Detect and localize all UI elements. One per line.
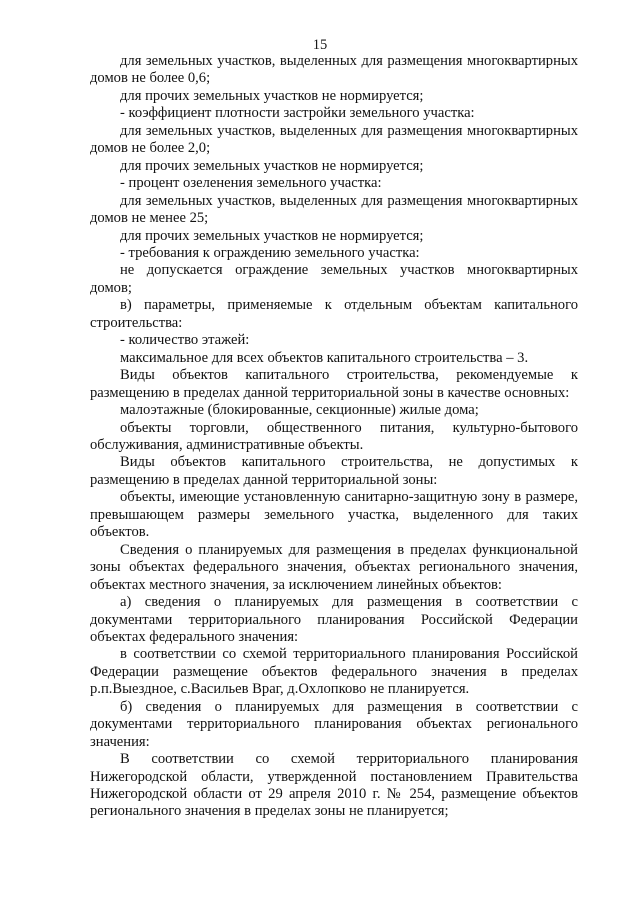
paragraph: - количество этажей: xyxy=(120,332,250,349)
paragraph: Виды объектов капитального строительства, не допустимых к размещению в пределах данной территориальной зоны: xyxy=(90,454,578,488)
paragraph: для прочих земельных участков не нормируется; xyxy=(120,87,424,104)
paragraph: - процент озеленения земельного участка: xyxy=(120,175,382,192)
paragraph: малоэтажные (блокированные, секционные) жилые дома; xyxy=(120,402,479,419)
paragraph: для земельных участков, выделенных для размещения многоквартирных домов не менее 25; xyxy=(90,192,578,227)
paragraph: в соответствии со схемой территориального планирования Российской Федерации размещение объектов федерального значения в пределах р.п.Выездное, с.Васильев Враг, д.Охлопково не планируется. xyxy=(90,646,578,698)
paragraph: для прочих земельных участков не нормируется; xyxy=(120,227,424,244)
paragraph: а) сведения о планируемых для размещения в соответствии с документами территориального планирования Российской Федерации объектах федерального значения: xyxy=(90,594,578,645)
paragraph: для земельных участков, выделенных для размещения многоквартирных домов не более 0,6; xyxy=(90,53,578,87)
paragraph: не допускается ограждение земельных участков многоквартирных домов; xyxy=(90,262,578,296)
paragraph: - коэффициент плотности застройки земельного участка: xyxy=(120,105,475,122)
paragraph: максимальное для всех объектов капитального строительства – 3. xyxy=(120,349,529,366)
paragraph: объекты торговли, общественного питания, культурно-бытового обслуживания, административные объекты. xyxy=(90,419,578,453)
paragraph: в) параметры, применяемые к отдельным объектам капитального строительства: xyxy=(90,297,578,331)
paragraph: объекты, имеющие установленную санитарно-защитную зону в размере, превышающем размеры земельного участка, выделенного для таких объектов. xyxy=(90,489,578,541)
paragraph: В соответствии со схемой территориального планирования Нижегородской области, утвержденной постановлением Правительства Нижегородской области от 29 апреля 2010 г. № 254, размещение объектов регионального значения в пределах зоны не планируется; xyxy=(90,751,578,820)
page-number: 15 xyxy=(312,37,328,53)
paragraph: б) сведения о планируемых для размещения в соответствии с документами территориального планирования объектах регионального значения: xyxy=(90,698,578,750)
paragraph: для земельных участков, выделенных для размещения многоквартирных домов не более 2,0; xyxy=(90,122,578,157)
paragraph: для прочих земельных участков не нормируется; xyxy=(120,157,424,174)
body-text xyxy=(90,53,578,821)
paragraph: Виды объектов капитального строительства, рекомендуемые к размещению в пределах данной территориальной зоны в качестве основных: xyxy=(90,367,578,401)
paragraph: Сведения о планируемых для размещения в пределах функциональной зоны объектах федерального значения, объектах регионального значения, объектах местного значения, за исключением линейных объектов: xyxy=(90,541,578,593)
paragraph: - требования к ограждению земельного участка: xyxy=(120,244,420,261)
